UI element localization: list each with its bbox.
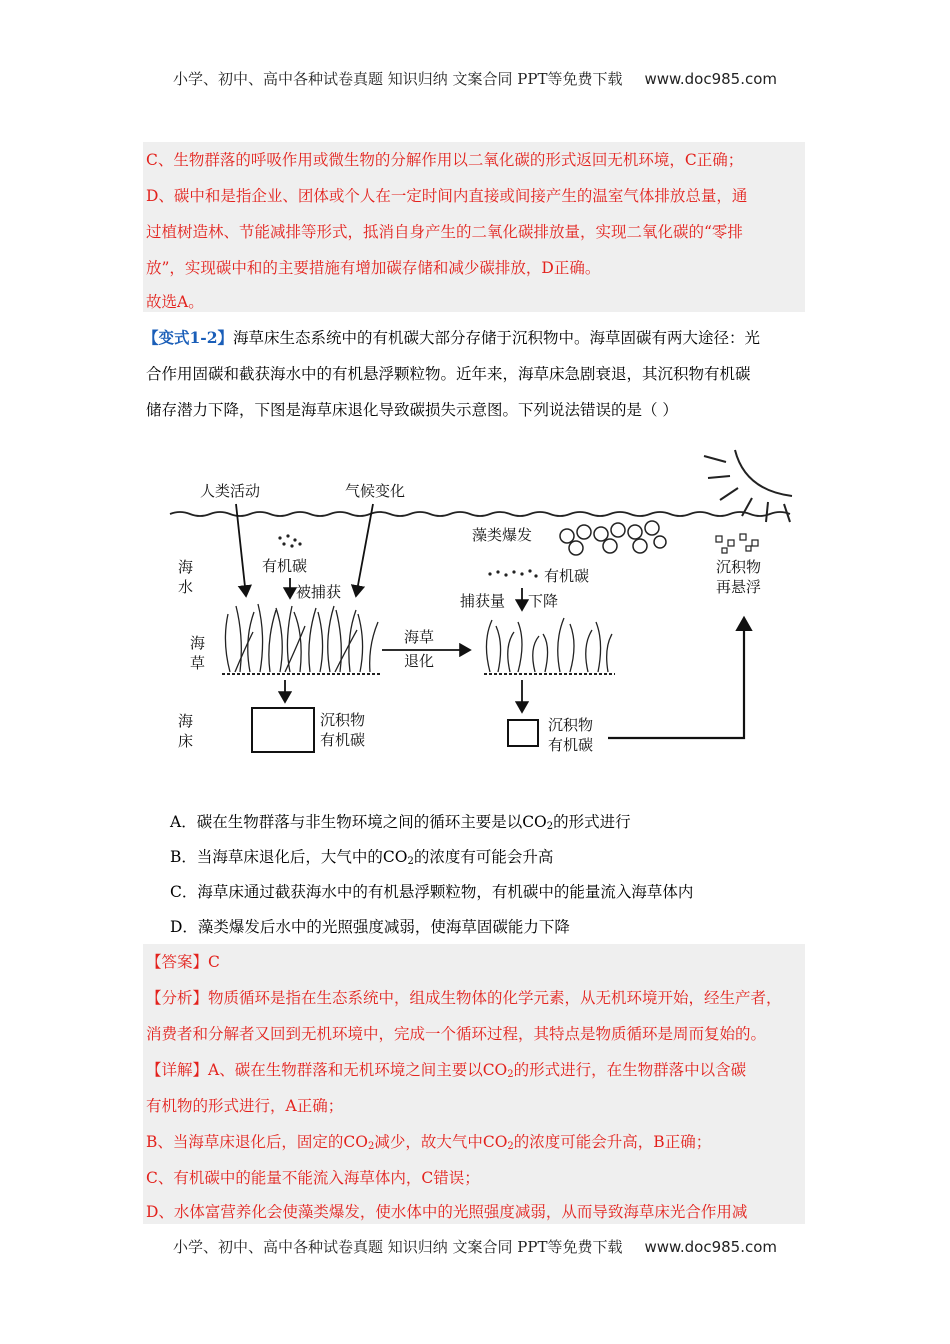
- diagram-svg: [160, 440, 820, 770]
- label-resuspend-1: 沉积物: [716, 558, 762, 576]
- detail-line-b: B、当海草床退化后，固定的$CO_2$减少，故大气中$CO_2$的浓度可能会升高，B正确；: [146, 1133, 712, 1152]
- label-resuspend-2: 再悬浮: [716, 578, 762, 596]
- footer-site[interactable]: www.doc985.com: [644, 1238, 778, 1256]
- label-sediment-2: 有机碳: [320, 731, 366, 749]
- header-text: 小学、初中、高中各种试卷真题 知识归纳 文案合同 PPT等免费下载: [172, 70, 623, 88]
- question-line-1: [143, 326, 760, 348]
- question-line-2: 合作用固碳和截获海水中的有机悬浮颗粒物。近年来，海草床急剧衰退，其沉积物有机碳: [146, 365, 751, 383]
- label-human-activity: 人类活动: [200, 482, 261, 500]
- footer-text: 小学、初中、高中各种试卷真题 知识归纳 文案合同 PPT等免费下载: [172, 1238, 623, 1256]
- label-organic-carbon: 有机碳: [262, 557, 308, 575]
- header-site[interactable]: www.doc985.com: [644, 70, 778, 88]
- answer-line: 【答案】C: [146, 953, 220, 971]
- question-text-1: 海草床生态系统中的有机碳大部分存储于沉积物中。海草固碳有两大途径：光: [233, 329, 761, 347]
- label-seabed-2: 床: [178, 732, 194, 750]
- water-surface: [170, 512, 790, 516]
- label-capture-amount: 捕获量: [460, 592, 506, 610]
- algae-icon: [560, 521, 666, 555]
- detail-line-c: C、有机碳中的能量不能流入海草体内，C错误；: [146, 1169, 480, 1187]
- sediment-box-left: [252, 708, 314, 752]
- label-seabed-1: 海: [178, 712, 194, 730]
- label-sediment-1: 沉积物: [320, 711, 366, 729]
- organic-carbon-dots-left: [278, 534, 301, 547]
- label-degrade-2: 退化: [404, 652, 435, 670]
- label-sediment-right-2: 有机碳: [548, 736, 594, 754]
- question-tag: 【变式1-2】: [143, 328, 234, 347]
- label-seawater-1: 海: [178, 558, 194, 576]
- seagrass-sparse: [486, 618, 612, 672]
- seagrass-diagram: [160, 440, 820, 770]
- explanation-line: 过植树造林、节能减排等形式，抵消自身产生的二氧化碳排放量，实现二氧化碳的“零排: [146, 223, 743, 241]
- explanation-line: D、碳中和是指企业、团体或个人在一定时间内直接或间接产生的温室气体排放总量，通: [146, 187, 748, 205]
- option-b[interactable]: B．当海草床退化后，大气中的$CO_2$的浓度有可能会升高: [170, 848, 554, 867]
- page-header: [0, 68, 950, 89]
- option-a[interactable]: A．碳在生物群落与非生物环境之间的循环主要是以$CO_2$的形式进行: [170, 813, 631, 832]
- label-sediment-right-1: 沉积物: [548, 716, 594, 734]
- explanation-block-top: [143, 142, 805, 312]
- option-d[interactable]: D．藻类爆发后水中的光照强度减弱，使海草固碳能力下降: [170, 918, 570, 936]
- suspended-particles-icon: [716, 534, 758, 553]
- explanation-line: C、生物群落的呼吸作用或微生物的分解作用以二氧化碳的形式返回无机环境，C正确；: [146, 151, 744, 169]
- question-line-3: 储存潜力下降，下图是海草床退化导致碳损失示意图。下列说法错误的是（ ）: [146, 401, 678, 419]
- label-degrade-1: 海草: [404, 628, 435, 646]
- answer-block: [143, 944, 805, 1224]
- detail-line-1: 【详解】A、碳在生物群落和无机环境之间主要以$CO_2$的形式进行，在生物群落中以含碳: [146, 1061, 747, 1080]
- organic-carbon-dots-right: [488, 569, 537, 577]
- label-climate-change: 气候变化: [345, 482, 406, 500]
- analysis-line-2: 消费者和分解者又回到无机环境中，完成一个循环过程，其特点是物质循环是周而复始的。: [146, 1025, 767, 1043]
- explanation-line: 故选A。: [146, 293, 204, 311]
- label-decrease: 下降: [528, 592, 559, 610]
- sediment-box-right: [508, 720, 538, 746]
- detail-line-d: D、水体富营养化会使藻类爆发，使水体中的光照强度减弱，从而导致海草床光合作用减: [146, 1203, 748, 1221]
- label-seagrass-1: 海: [190, 634, 206, 652]
- option-c[interactable]: C．海草床通过截获海水中的有机悬浮颗粒物，有机碳中的能量流入海草体内: [170, 883, 694, 901]
- page-footer: [0, 1236, 950, 1257]
- seagrass-dense: [225, 604, 378, 672]
- explanation-line: 放”，实现碳中和的主要措施有增加碳存储和减少碳排放，D正确。: [146, 259, 601, 277]
- label-seagrass-2: 草: [190, 654, 206, 672]
- label-captured: 被捕获: [296, 583, 342, 601]
- detail-line-2: 有机物的形式进行，A正确；: [146, 1097, 344, 1115]
- label-seawater-2: 水: [178, 578, 194, 596]
- label-organic-carbon-right: 有机碳: [544, 567, 590, 585]
- label-algae-bloom: 藻类爆发: [472, 526, 533, 544]
- analysis-line-1: 【分析】物质循环是指在生态系统中，组成生物体的化学元素，从无机环境开始，经生产者，: [146, 989, 782, 1007]
